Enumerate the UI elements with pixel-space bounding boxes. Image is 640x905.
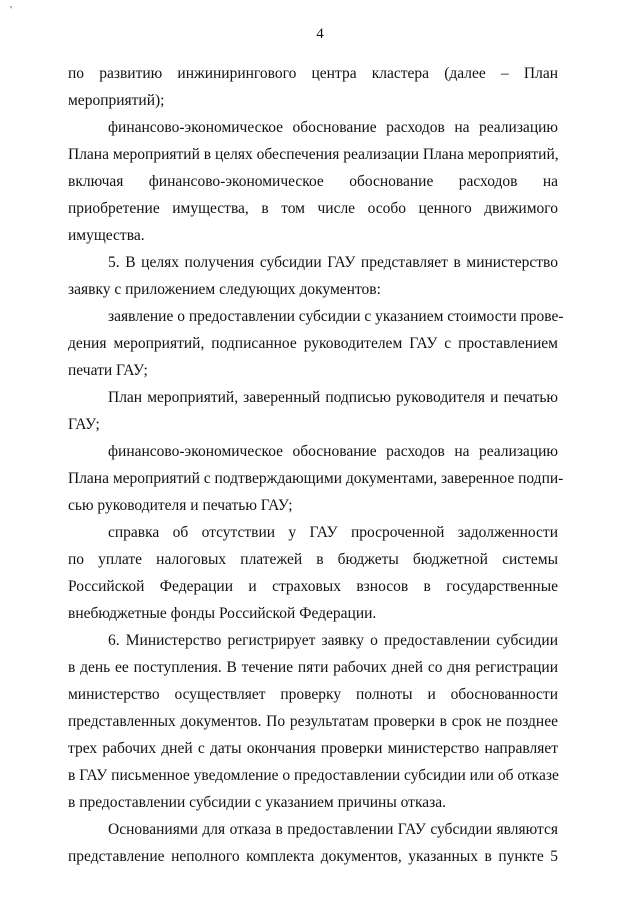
text-line: представление неполного комплекта документов, указанных в пункте 5	[68, 848, 558, 865]
text-line: в день ее поступления. В течение пяти рабочих дней со дня регистрации	[68, 659, 558, 676]
text-line: заявление о предоставлении субсидии с указанием стоимости прове-	[108, 308, 564, 325]
text-line: ГАУ;	[68, 416, 100, 433]
text-line: Плана мероприятий в целях обеспечения реализации Плана мероприятий,	[68, 146, 559, 163]
text-line: представленных документов. По результатам проверки в срок не позднее	[68, 713, 558, 730]
text-line: мероприятий);	[68, 92, 165, 109]
text-line: печати ГАУ;	[68, 362, 148, 379]
text-line: в ГАУ письменное уведомление о предоставлении субсидии или об отказе	[68, 767, 559, 784]
text-line: приобретение имущества, в том числе особо ценного движимого	[68, 200, 558, 217]
text-line: имущества.	[68, 227, 145, 244]
text-line: министерство осуществляет проверку полноты и обоснованности	[68, 686, 558, 703]
text-line: сью руководителя и печатью ГАУ;	[68, 497, 293, 514]
text-line: 5. В целях получения субсидии ГАУ представляет в министерство	[108, 254, 558, 271]
text-line: Основаниями для отказа в предоставлении ГАУ субсидии являются	[108, 821, 558, 838]
text-line: План мероприятий, заверенный подписью руководителя и печатью	[108, 389, 558, 406]
text-line: Плана мероприятий с подтверждающими документами, заверенное подпи-	[68, 470, 564, 487]
text-line: трех рабочих дней с даты окончания проверки министерство направляет	[68, 740, 558, 757]
page-number: 4	[316, 26, 324, 42]
text-line: Российской Федерации и страховых взносов в государственные	[68, 578, 558, 595]
text-line: дения мероприятий, подписанное руководителем ГАУ с проставлением	[68, 335, 558, 352]
text-line: внебюджетные фонды Российской Федерации.	[68, 605, 377, 622]
text-line: финансово-экономическое обоснование расходов на реализацию	[108, 119, 558, 136]
text-line: по уплате налоговых платежей в бюджеты бюджетной системы	[68, 551, 558, 568]
text-line: финансово-экономическое обоснование расходов на реализацию	[108, 443, 558, 460]
text-line: по развитию инжинирингового центра кластера (далее – План	[68, 65, 558, 82]
text-line: в предоставлении субсидии с указанием причины отказа.	[68, 794, 447, 811]
scan-mark: '	[10, 4, 12, 16]
text-line: 6. Министерство регистрирует заявку о предоставлении субсидии	[108, 632, 558, 649]
text-line: справка об отсутствии у ГАУ просроченной задолженности	[108, 524, 558, 541]
text-line: включая финансово-экономическое обоснование расходов на	[68, 173, 558, 190]
text-line: заявку с приложением следующих документов:	[68, 281, 381, 298]
